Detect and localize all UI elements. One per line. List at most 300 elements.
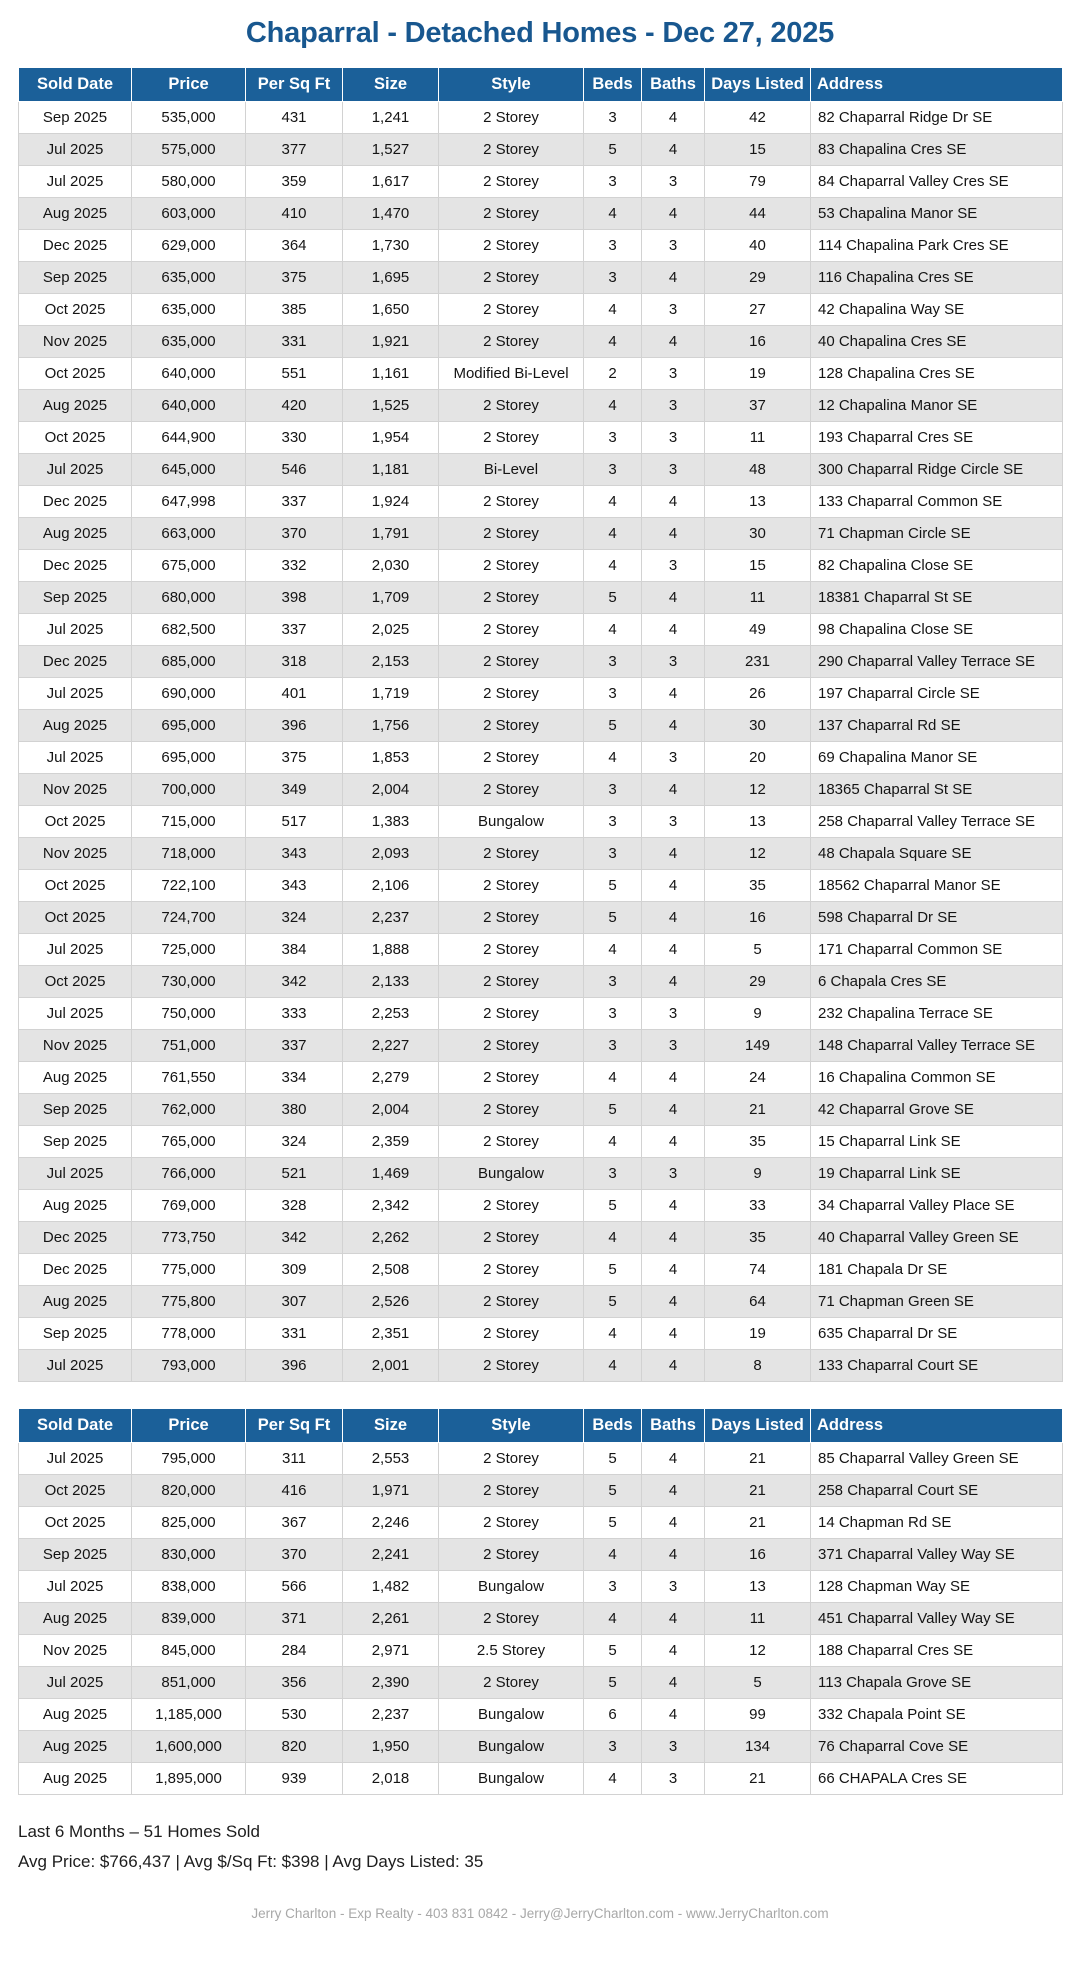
column-header-per-sq-ft[interactable]: Per Sq Ft xyxy=(246,67,343,101)
cell-baths: 4 xyxy=(642,1506,705,1538)
cell-price: 751,000 xyxy=(132,1029,246,1061)
cell-beds: 4 xyxy=(584,293,642,325)
cell-sold-date: Jul 2025 xyxy=(19,453,132,485)
cell-style: 2.5 Storey xyxy=(439,1634,584,1666)
cell-address: 193 Chaparral Cres SE xyxy=(811,421,1063,453)
cell-style: 2 Storey xyxy=(439,293,584,325)
table-row[interactable] xyxy=(19,581,1063,613)
table-row[interactable] xyxy=(19,805,1063,837)
cell-beds: 3 xyxy=(584,229,642,261)
cell-size: 2,133 xyxy=(343,965,439,997)
table-row[interactable] xyxy=(19,997,1063,1029)
table-row[interactable] xyxy=(19,1029,1063,1061)
table-row[interactable] xyxy=(19,773,1063,805)
cell-price: 778,000 xyxy=(132,1317,246,1349)
cell-price: 766,000 xyxy=(132,1157,246,1189)
cell-price: 795,000 xyxy=(132,1442,246,1474)
cell-per-sq-ft: 343 xyxy=(246,869,343,901)
table-row[interactable] xyxy=(19,1762,1063,1794)
cell-per-sq-ft: 420 xyxy=(246,389,343,421)
table-row[interactable] xyxy=(19,1666,1063,1698)
cell-size: 2,241 xyxy=(343,1538,439,1570)
cell-days-listed: 149 xyxy=(705,1029,811,1061)
cell-size: 1,650 xyxy=(343,293,439,325)
cell-sold-date: Jul 2025 xyxy=(19,1157,132,1189)
cell-baths: 3 xyxy=(642,1029,705,1061)
table-row[interactable] xyxy=(19,1189,1063,1221)
cell-price: 845,000 xyxy=(132,1634,246,1666)
cell-beds: 4 xyxy=(584,1061,642,1093)
table-row[interactable] xyxy=(19,517,1063,549)
cell-baths: 3 xyxy=(642,805,705,837)
column-header-baths[interactable]: Baths xyxy=(642,1408,705,1442)
table-row[interactable] xyxy=(19,901,1063,933)
cell-per-sq-ft: 307 xyxy=(246,1285,343,1317)
cell-beds: 3 xyxy=(584,805,642,837)
cell-days-listed: 33 xyxy=(705,1189,811,1221)
cell-size: 1,730 xyxy=(343,229,439,261)
cell-sold-date: Jul 2025 xyxy=(19,677,132,709)
table-row[interactable] xyxy=(19,1253,1063,1285)
table-row[interactable] xyxy=(19,1570,1063,1602)
table-row[interactable] xyxy=(19,485,1063,517)
cell-size: 1,921 xyxy=(343,325,439,357)
cell-per-sq-ft: 333 xyxy=(246,997,343,1029)
table-spacer xyxy=(18,1382,1062,1408)
cell-price: 1,185,000 xyxy=(132,1698,246,1730)
cell-price: 830,000 xyxy=(132,1538,246,1570)
cell-sold-date: Aug 2025 xyxy=(19,1762,132,1794)
table-row[interactable] xyxy=(19,197,1063,229)
cell-sold-date: Jul 2025 xyxy=(19,1442,132,1474)
column-header-beds[interactable]: Beds xyxy=(584,1408,642,1442)
cell-beds: 3 xyxy=(584,1029,642,1061)
cell-style: 2 Storey xyxy=(439,101,584,133)
cell-style: 2 Storey xyxy=(439,1317,584,1349)
cell-price: 635,000 xyxy=(132,325,246,357)
cell-beds: 4 xyxy=(584,485,642,517)
cell-size: 2,508 xyxy=(343,1253,439,1285)
cell-days-listed: 21 xyxy=(705,1093,811,1125)
table-row[interactable] xyxy=(19,549,1063,581)
cell-beds: 3 xyxy=(584,773,642,805)
column-header-size[interactable]: Size xyxy=(343,1408,439,1442)
cell-size: 2,246 xyxy=(343,1506,439,1538)
cell-price: 663,000 xyxy=(132,517,246,549)
cell-days-listed: 16 xyxy=(705,325,811,357)
cell-address: 181 Chapala Dr SE xyxy=(811,1253,1063,1285)
cell-baths: 4 xyxy=(642,581,705,613)
cell-beds: 5 xyxy=(584,581,642,613)
footer-agent-credit: Jerry Charlton - Exp Realty - 403 831 0842 - Jerry@JerryCharlton.com - www.JerryCharlton.com xyxy=(251,1906,829,1922)
cell-style: 2 Storey xyxy=(439,229,584,261)
table-row[interactable] xyxy=(19,1442,1063,1474)
cell-days-listed: 30 xyxy=(705,517,811,549)
table-row[interactable] xyxy=(19,293,1063,325)
column-header-sold-date[interactable]: Sold Date xyxy=(19,1408,132,1442)
cell-days-listed: 12 xyxy=(705,837,811,869)
cell-style: 2 Storey xyxy=(439,1285,584,1317)
table-row[interactable] xyxy=(19,741,1063,773)
cell-address: 133 Chaparral Common SE xyxy=(811,485,1063,517)
cell-price: 647,998 xyxy=(132,485,246,517)
table-row[interactable] xyxy=(19,101,1063,133)
cell-per-sq-ft: 367 xyxy=(246,1506,343,1538)
cell-price: 718,000 xyxy=(132,837,246,869)
cell-baths: 3 xyxy=(642,1157,705,1189)
table-row[interactable] xyxy=(19,1221,1063,1253)
table-row[interactable] xyxy=(19,1474,1063,1506)
column-header-days-listed[interactable]: Days Listed xyxy=(705,1408,811,1442)
cell-size: 1,383 xyxy=(343,805,439,837)
cell-price: 635,000 xyxy=(132,293,246,325)
cell-days-listed: 11 xyxy=(705,421,811,453)
cell-address: 188 Chaparral Cres SE xyxy=(811,1634,1063,1666)
cell-address: 451 Chaparral Valley Way SE xyxy=(811,1602,1063,1634)
cell-price: 838,000 xyxy=(132,1570,246,1602)
cell-sold-date: Jul 2025 xyxy=(19,613,132,645)
cell-days-listed: 21 xyxy=(705,1506,811,1538)
cell-style: 2 Storey xyxy=(439,1189,584,1221)
cell-beds: 4 xyxy=(584,1349,642,1381)
cell-address: 71 Chapman Green SE xyxy=(811,1285,1063,1317)
summary-averages: Avg Price: $766,437 | Avg $/Sq Ft: $398 | Avg Days Listed: 35 xyxy=(18,1851,484,1871)
cell-baths: 3 xyxy=(642,357,705,389)
table-row[interactable] xyxy=(19,229,1063,261)
cell-style: 2 Storey xyxy=(439,1349,584,1381)
cell-per-sq-ft: 364 xyxy=(246,229,343,261)
cell-sold-date: Nov 2025 xyxy=(19,773,132,805)
cell-size: 2,030 xyxy=(343,549,439,581)
cell-price: 765,000 xyxy=(132,1125,246,1157)
cell-sold-date: Aug 2025 xyxy=(19,389,132,421)
cell-beds: 4 xyxy=(584,197,642,229)
cell-per-sq-ft: 371 xyxy=(246,1602,343,1634)
cell-size: 1,241 xyxy=(343,101,439,133)
table-row[interactable] xyxy=(19,677,1063,709)
cell-sold-date: Oct 2025 xyxy=(19,421,132,453)
cell-baths: 3 xyxy=(642,741,705,773)
cell-style: 2 Storey xyxy=(439,869,584,901)
cell-beds: 4 xyxy=(584,1221,642,1253)
cell-size: 1,482 xyxy=(343,1570,439,1602)
cell-beds: 4 xyxy=(584,613,642,645)
table-row[interactable] xyxy=(19,1730,1063,1762)
cell-style: 2 Storey xyxy=(439,581,584,613)
cell-per-sq-ft: 337 xyxy=(246,613,343,645)
cell-style: 2 Storey xyxy=(439,165,584,197)
cell-days-listed: 15 xyxy=(705,549,811,581)
table-row[interactable] xyxy=(19,165,1063,197)
cell-address: 18562 Chaparral Manor SE xyxy=(811,869,1063,901)
cell-size: 1,527 xyxy=(343,133,439,165)
cell-per-sq-ft: 311 xyxy=(246,1442,343,1474)
cell-per-sq-ft: 375 xyxy=(246,261,343,293)
cell-address: 635 Chaparral Dr SE xyxy=(811,1317,1063,1349)
cell-baths: 4 xyxy=(642,133,705,165)
cell-size: 2,018 xyxy=(343,1762,439,1794)
cell-address: 300 Chaparral Ridge Circle SE xyxy=(811,453,1063,485)
cell-per-sq-ft: 343 xyxy=(246,837,343,869)
cell-sold-date: Sep 2025 xyxy=(19,1093,132,1125)
cell-address: 332 Chapala Point SE xyxy=(811,1698,1063,1730)
cell-beds: 4 xyxy=(584,1602,642,1634)
cell-baths: 3 xyxy=(642,1730,705,1762)
cell-address: 34 Chaparral Valley Place SE xyxy=(811,1189,1063,1221)
cell-sold-date: Sep 2025 xyxy=(19,581,132,613)
cell-sold-date: Jul 2025 xyxy=(19,933,132,965)
cell-address: 40 Chaparral Valley Green SE xyxy=(811,1221,1063,1253)
cell-days-listed: 9 xyxy=(705,1157,811,1189)
cell-beds: 6 xyxy=(584,1698,642,1730)
cell-size: 2,227 xyxy=(343,1029,439,1061)
cell-baths: 4 xyxy=(642,1061,705,1093)
cell-baths: 4 xyxy=(642,709,705,741)
cell-per-sq-ft: 521 xyxy=(246,1157,343,1189)
cell-baths: 3 xyxy=(642,1570,705,1602)
table-row[interactable] xyxy=(19,133,1063,165)
table-row[interactable] xyxy=(19,453,1063,485)
table-row[interactable] xyxy=(19,1634,1063,1666)
cell-per-sq-ft: 318 xyxy=(246,645,343,677)
cell-baths: 4 xyxy=(642,933,705,965)
cell-per-sq-ft: 342 xyxy=(246,1221,343,1253)
cell-days-listed: 99 xyxy=(705,1698,811,1730)
cell-size: 2,237 xyxy=(343,901,439,933)
cell-price: 851,000 xyxy=(132,1666,246,1698)
cell-size: 1,161 xyxy=(343,357,439,389)
cell-beds: 5 xyxy=(584,901,642,933)
cell-per-sq-ft: 396 xyxy=(246,709,343,741)
cell-style: 2 Storey xyxy=(439,1125,584,1157)
cell-baths: 3 xyxy=(642,293,705,325)
cell-per-sq-ft: 546 xyxy=(246,453,343,485)
cell-address: 82 Chaparral Ridge Dr SE xyxy=(811,101,1063,133)
cell-days-listed: 48 xyxy=(705,453,811,485)
cell-sold-date: Jul 2025 xyxy=(19,1666,132,1698)
cell-address: 40 Chapalina Cres SE xyxy=(811,325,1063,357)
cell-days-listed: 13 xyxy=(705,805,811,837)
cell-per-sq-ft: 331 xyxy=(246,325,343,357)
cell-sold-date: Dec 2025 xyxy=(19,1221,132,1253)
cell-baths: 3 xyxy=(642,453,705,485)
summary-block xyxy=(18,1795,1062,1877)
cell-days-listed: 35 xyxy=(705,869,811,901)
table-row[interactable] xyxy=(19,869,1063,901)
cell-days-listed: 16 xyxy=(705,1538,811,1570)
table-row[interactable] xyxy=(19,1538,1063,1570)
table-1-body xyxy=(19,101,1063,1381)
column-header-price[interactable]: Price xyxy=(132,1408,246,1442)
table-row[interactable] xyxy=(19,389,1063,421)
cell-price: 773,750 xyxy=(132,1221,246,1253)
table-row[interactable] xyxy=(19,1125,1063,1157)
cell-beds: 4 xyxy=(584,741,642,773)
table-row[interactable] xyxy=(19,837,1063,869)
table-row[interactable] xyxy=(19,933,1063,965)
cell-price: 1,895,000 xyxy=(132,1762,246,1794)
table-row[interactable] xyxy=(19,613,1063,645)
cell-per-sq-ft: 328 xyxy=(246,1189,343,1221)
cell-price: 820,000 xyxy=(132,1474,246,1506)
cell-sold-date: Oct 2025 xyxy=(19,293,132,325)
cell-baths: 4 xyxy=(642,1442,705,1474)
cell-beds: 4 xyxy=(584,1538,642,1570)
cell-beds: 3 xyxy=(584,453,642,485)
cell-style: 2 Storey xyxy=(439,645,584,677)
cell-per-sq-ft: 332 xyxy=(246,549,343,581)
column-header-price[interactable]: Price xyxy=(132,67,246,101)
column-header-days-listed[interactable]: Days Listed xyxy=(705,67,811,101)
cell-address: 19 Chaparral Link SE xyxy=(811,1157,1063,1189)
table-row[interactable] xyxy=(19,1157,1063,1189)
cell-beds: 3 xyxy=(584,1730,642,1762)
cell-style: 2 Storey xyxy=(439,933,584,965)
cell-address: 114 Chapalina Park Cres SE xyxy=(811,229,1063,261)
cell-beds: 3 xyxy=(584,965,642,997)
table-row[interactable] xyxy=(19,261,1063,293)
cell-sold-date: Aug 2025 xyxy=(19,1061,132,1093)
table-row[interactable] xyxy=(19,1349,1063,1381)
cell-beds: 5 xyxy=(584,133,642,165)
table-row[interactable] xyxy=(19,1506,1063,1538)
cell-days-listed: 16 xyxy=(705,901,811,933)
cell-baths: 3 xyxy=(642,165,705,197)
cell-per-sq-ft: 331 xyxy=(246,1317,343,1349)
cell-sold-date: Oct 2025 xyxy=(19,1474,132,1506)
column-header-per-sq-ft[interactable]: Per Sq Ft xyxy=(246,1408,343,1442)
cell-style: 2 Storey xyxy=(439,1602,584,1634)
cell-sold-date: Jul 2025 xyxy=(19,741,132,773)
cell-baths: 4 xyxy=(642,613,705,645)
column-header-style[interactable]: Style xyxy=(439,1408,584,1442)
table-2-body xyxy=(19,1442,1063,1794)
cell-style: 2 Storey xyxy=(439,677,584,709)
cell-address: 6 Chapala Cres SE xyxy=(811,965,1063,997)
cell-baths: 4 xyxy=(642,1093,705,1125)
column-header-baths[interactable]: Baths xyxy=(642,67,705,101)
cell-per-sq-ft: 396 xyxy=(246,1349,343,1381)
column-header-beds[interactable]: Beds xyxy=(584,67,642,101)
cell-beds: 4 xyxy=(584,1125,642,1157)
cell-address: 258 Chaparral Valley Terrace SE xyxy=(811,805,1063,837)
cell-address: 128 Chapalina Cres SE xyxy=(811,357,1063,389)
cell-style: Bungalow xyxy=(439,805,584,837)
cell-days-listed: 5 xyxy=(705,1666,811,1698)
table-header-row xyxy=(19,67,1063,101)
cell-per-sq-ft: 356 xyxy=(246,1666,343,1698)
cell-per-sq-ft: 517 xyxy=(246,805,343,837)
table-1-header xyxy=(19,67,1063,101)
cell-beds: 3 xyxy=(584,1157,642,1189)
cell-sold-date: Jul 2025 xyxy=(19,997,132,1029)
cell-sold-date: Nov 2025 xyxy=(19,325,132,357)
cell-size: 2,351 xyxy=(343,1317,439,1349)
cell-per-sq-ft: 359 xyxy=(246,165,343,197)
cell-beds: 4 xyxy=(584,389,642,421)
cell-beds: 3 xyxy=(584,837,642,869)
cell-address: 82 Chapalina Close SE xyxy=(811,549,1063,581)
cell-beds: 3 xyxy=(584,997,642,1029)
table-row[interactable] xyxy=(19,325,1063,357)
column-header-address[interactable]: Address xyxy=(811,67,1063,101)
table-row[interactable] xyxy=(19,357,1063,389)
cell-address: 148 Chaparral Valley Terrace SE xyxy=(811,1029,1063,1061)
cell-price: 535,000 xyxy=(132,101,246,133)
column-header-sold-date[interactable]: Sold Date xyxy=(19,67,132,101)
page-title: Chaparral - Detached Homes - Dec 27, 2025 xyxy=(245,17,835,49)
cell-days-listed: 37 xyxy=(705,389,811,421)
cell-baths: 4 xyxy=(642,101,705,133)
cell-days-listed: 24 xyxy=(705,1061,811,1093)
cell-days-listed: 19 xyxy=(705,357,811,389)
table-row[interactable] xyxy=(19,1285,1063,1317)
table-row[interactable] xyxy=(19,709,1063,741)
cell-beds: 4 xyxy=(584,517,642,549)
cell-beds: 4 xyxy=(584,1762,642,1794)
cell-days-listed: 20 xyxy=(705,741,811,773)
cell-style: Bungalow xyxy=(439,1157,584,1189)
cell-sold-date: Dec 2025 xyxy=(19,485,132,517)
cell-price: 769,000 xyxy=(132,1189,246,1221)
cell-sold-date: Sep 2025 xyxy=(19,1538,132,1570)
column-header-size[interactable]: Size xyxy=(343,67,439,101)
table-row[interactable] xyxy=(19,965,1063,997)
cell-baths: 4 xyxy=(642,965,705,997)
cell-beds: 3 xyxy=(584,677,642,709)
cell-address: 113 Chapala Grove SE xyxy=(811,1666,1063,1698)
cell-sold-date: Aug 2025 xyxy=(19,517,132,549)
cell-baths: 4 xyxy=(642,1538,705,1570)
table-row[interactable] xyxy=(19,645,1063,677)
cell-baths: 4 xyxy=(642,261,705,293)
cell-price: 675,000 xyxy=(132,549,246,581)
cell-sold-date: Dec 2025 xyxy=(19,645,132,677)
cell-baths: 4 xyxy=(642,1602,705,1634)
cell-sold-date: Aug 2025 xyxy=(19,197,132,229)
cell-beds: 5 xyxy=(584,869,642,901)
cell-beds: 5 xyxy=(584,1634,642,1666)
cell-style: Bungalow xyxy=(439,1570,584,1602)
column-header-address[interactable]: Address xyxy=(811,1408,1063,1442)
table-row[interactable] xyxy=(19,1698,1063,1730)
cell-baths: 4 xyxy=(642,901,705,933)
cell-size: 2,001 xyxy=(343,1349,439,1381)
cell-price: 640,000 xyxy=(132,357,246,389)
table-row[interactable] xyxy=(19,1317,1063,1349)
table-row[interactable] xyxy=(19,421,1063,453)
cell-days-listed: 79 xyxy=(705,165,811,197)
cell-style: Modified Bi-Level xyxy=(439,357,584,389)
cell-days-listed: 64 xyxy=(705,1285,811,1317)
cell-size: 2,971 xyxy=(343,1634,439,1666)
cell-sold-date: Oct 2025 xyxy=(19,357,132,389)
cell-per-sq-ft: 337 xyxy=(246,485,343,517)
table-row[interactable] xyxy=(19,1061,1063,1093)
cell-baths: 3 xyxy=(642,997,705,1029)
table-row[interactable] xyxy=(19,1093,1063,1125)
column-header-style[interactable]: Style xyxy=(439,67,584,101)
cell-per-sq-ft: 324 xyxy=(246,901,343,933)
cell-per-sq-ft: 349 xyxy=(246,773,343,805)
cell-sold-date: Aug 2025 xyxy=(19,1602,132,1634)
table-row[interactable] xyxy=(19,1602,1063,1634)
cell-style: 2 Storey xyxy=(439,389,584,421)
cell-per-sq-ft: 820 xyxy=(246,1730,343,1762)
cell-style: 2 Storey xyxy=(439,1474,584,1506)
cell-size: 1,617 xyxy=(343,165,439,197)
cell-style: 2 Storey xyxy=(439,773,584,805)
